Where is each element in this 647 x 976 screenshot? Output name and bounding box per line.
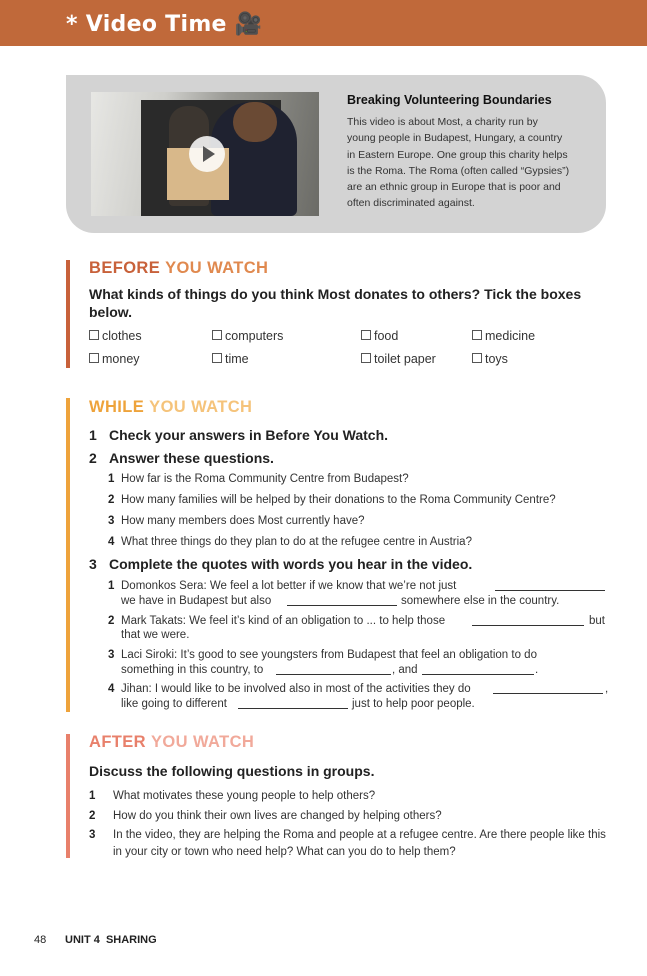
quote-2-line-2: that we were. — [121, 629, 190, 641]
before-question-cont: below. — [89, 304, 133, 320]
page-number: 48 — [34, 934, 47, 946]
quote-3-line-1: Laci Siroki: It’s good to see youngsters from Budapest that feel an obligation to do — [121, 649, 537, 661]
question-1: How far is the Roma Community Centre from Budapest? — [121, 473, 409, 485]
question-2: How many families will be helped by their donations to the Roma Community Centre? — [121, 494, 556, 506]
answer-blank[interactable] — [238, 699, 348, 709]
option-computers[interactable]: computers — [212, 329, 283, 343]
option-medicine[interactable]: medicine — [472, 329, 535, 343]
while-item-1: Check your answers in Before You Watch. — [109, 427, 389, 443]
after-heading: AFTER YOU WATCH — [89, 733, 255, 751]
answer-blank[interactable] — [276, 665, 391, 675]
option-toilet-paper[interactable]: toilet paper — [361, 352, 436, 366]
after-question-3: In the video, they are helping the Roma and people at a refugee centre. Are there people like this — [113, 829, 606, 841]
checkbox[interactable] — [212, 330, 222, 340]
video-card — [66, 75, 606, 233]
while-item-3: Complete the quotes with words you hear in the video. — [109, 556, 473, 572]
quote-4-line-2: like going to different — [121, 698, 227, 710]
after-section-bar — [66, 734, 70, 858]
quote-1-line-1: Domonkos Sera: We feel a lot better if we know that we’re not just — [121, 580, 457, 592]
quote-4-line-1: Jihan: I would like to be involved also in most of the activities they do — [121, 683, 471, 695]
while-section-bar — [66, 398, 70, 712]
while-heading: WHILE YOU WATCH — [89, 398, 253, 416]
checkbox[interactable] — [472, 330, 482, 340]
quote-3-line-2: something in this country, to — [121, 664, 264, 676]
option-time[interactable]: time — [212, 352, 249, 366]
checkbox[interactable] — [89, 330, 99, 340]
answer-blank[interactable] — [422, 665, 534, 675]
after-instruction: Discuss the following questions in groups. — [89, 763, 375, 779]
quote-1-line-2: we have in Budapest but also — [121, 595, 272, 607]
video-title: Breaking Volunteering Boundaries — [347, 93, 552, 107]
answer-blank[interactable] — [472, 616, 584, 626]
checkbox[interactable] — [89, 353, 99, 363]
question-4: What three things do they plan to do at the refugee centre in Austria? — [121, 536, 472, 548]
before-question: What kinds of things do you think Most donates to others? Tick the boxes — [89, 286, 582, 302]
question-3: How many members does Most currently have? — [121, 515, 365, 527]
answer-blank[interactable] — [495, 581, 605, 591]
after-question-1: What motivates these young people to help others? — [113, 790, 376, 802]
quote-2-line-1: Mark Takats: We feel it’s kind of an obligation to ... to help those — [121, 615, 446, 627]
unit-label: UNIT 4 SHARING — [65, 934, 157, 946]
option-food[interactable]: food — [361, 329, 398, 343]
option-clothes[interactable]: clothes — [89, 329, 142, 343]
answer-blank[interactable] — [287, 596, 397, 606]
play-icon[interactable] — [189, 136, 225, 172]
checkbox[interactable] — [212, 353, 222, 363]
header-banner — [0, 0, 647, 46]
page-title: * Video Time 🎥 — [66, 12, 263, 37]
while-item-2: Answer these questions. — [109, 450, 274, 466]
after-question-3-cont: in your city or town who need help? What can you do to help them? — [113, 846, 456, 858]
checkbox[interactable] — [472, 353, 482, 363]
checkbox[interactable] — [361, 330, 371, 340]
answer-blank[interactable] — [493, 684, 603, 694]
before-heading: BEFORE YOU WATCH — [89, 259, 269, 277]
checkbox[interactable] — [361, 353, 371, 363]
video-thumbnail[interactable] — [91, 92, 319, 216]
option-money[interactable]: money — [89, 352, 140, 366]
before-section-bar — [66, 260, 70, 368]
option-toys[interactable]: toys — [472, 352, 508, 366]
after-question-2: How do you think their own lives are changed by helping others? — [113, 810, 442, 822]
video-description: This video is about Most, a charity run by young people in Budapest, Hungary, a country in Eastern Europe. One group this charity helps is the Roma. The Roma (often called “Gypsies”) are an ethnic group in Europe that is poor and often discriminated against. — [347, 116, 570, 210]
